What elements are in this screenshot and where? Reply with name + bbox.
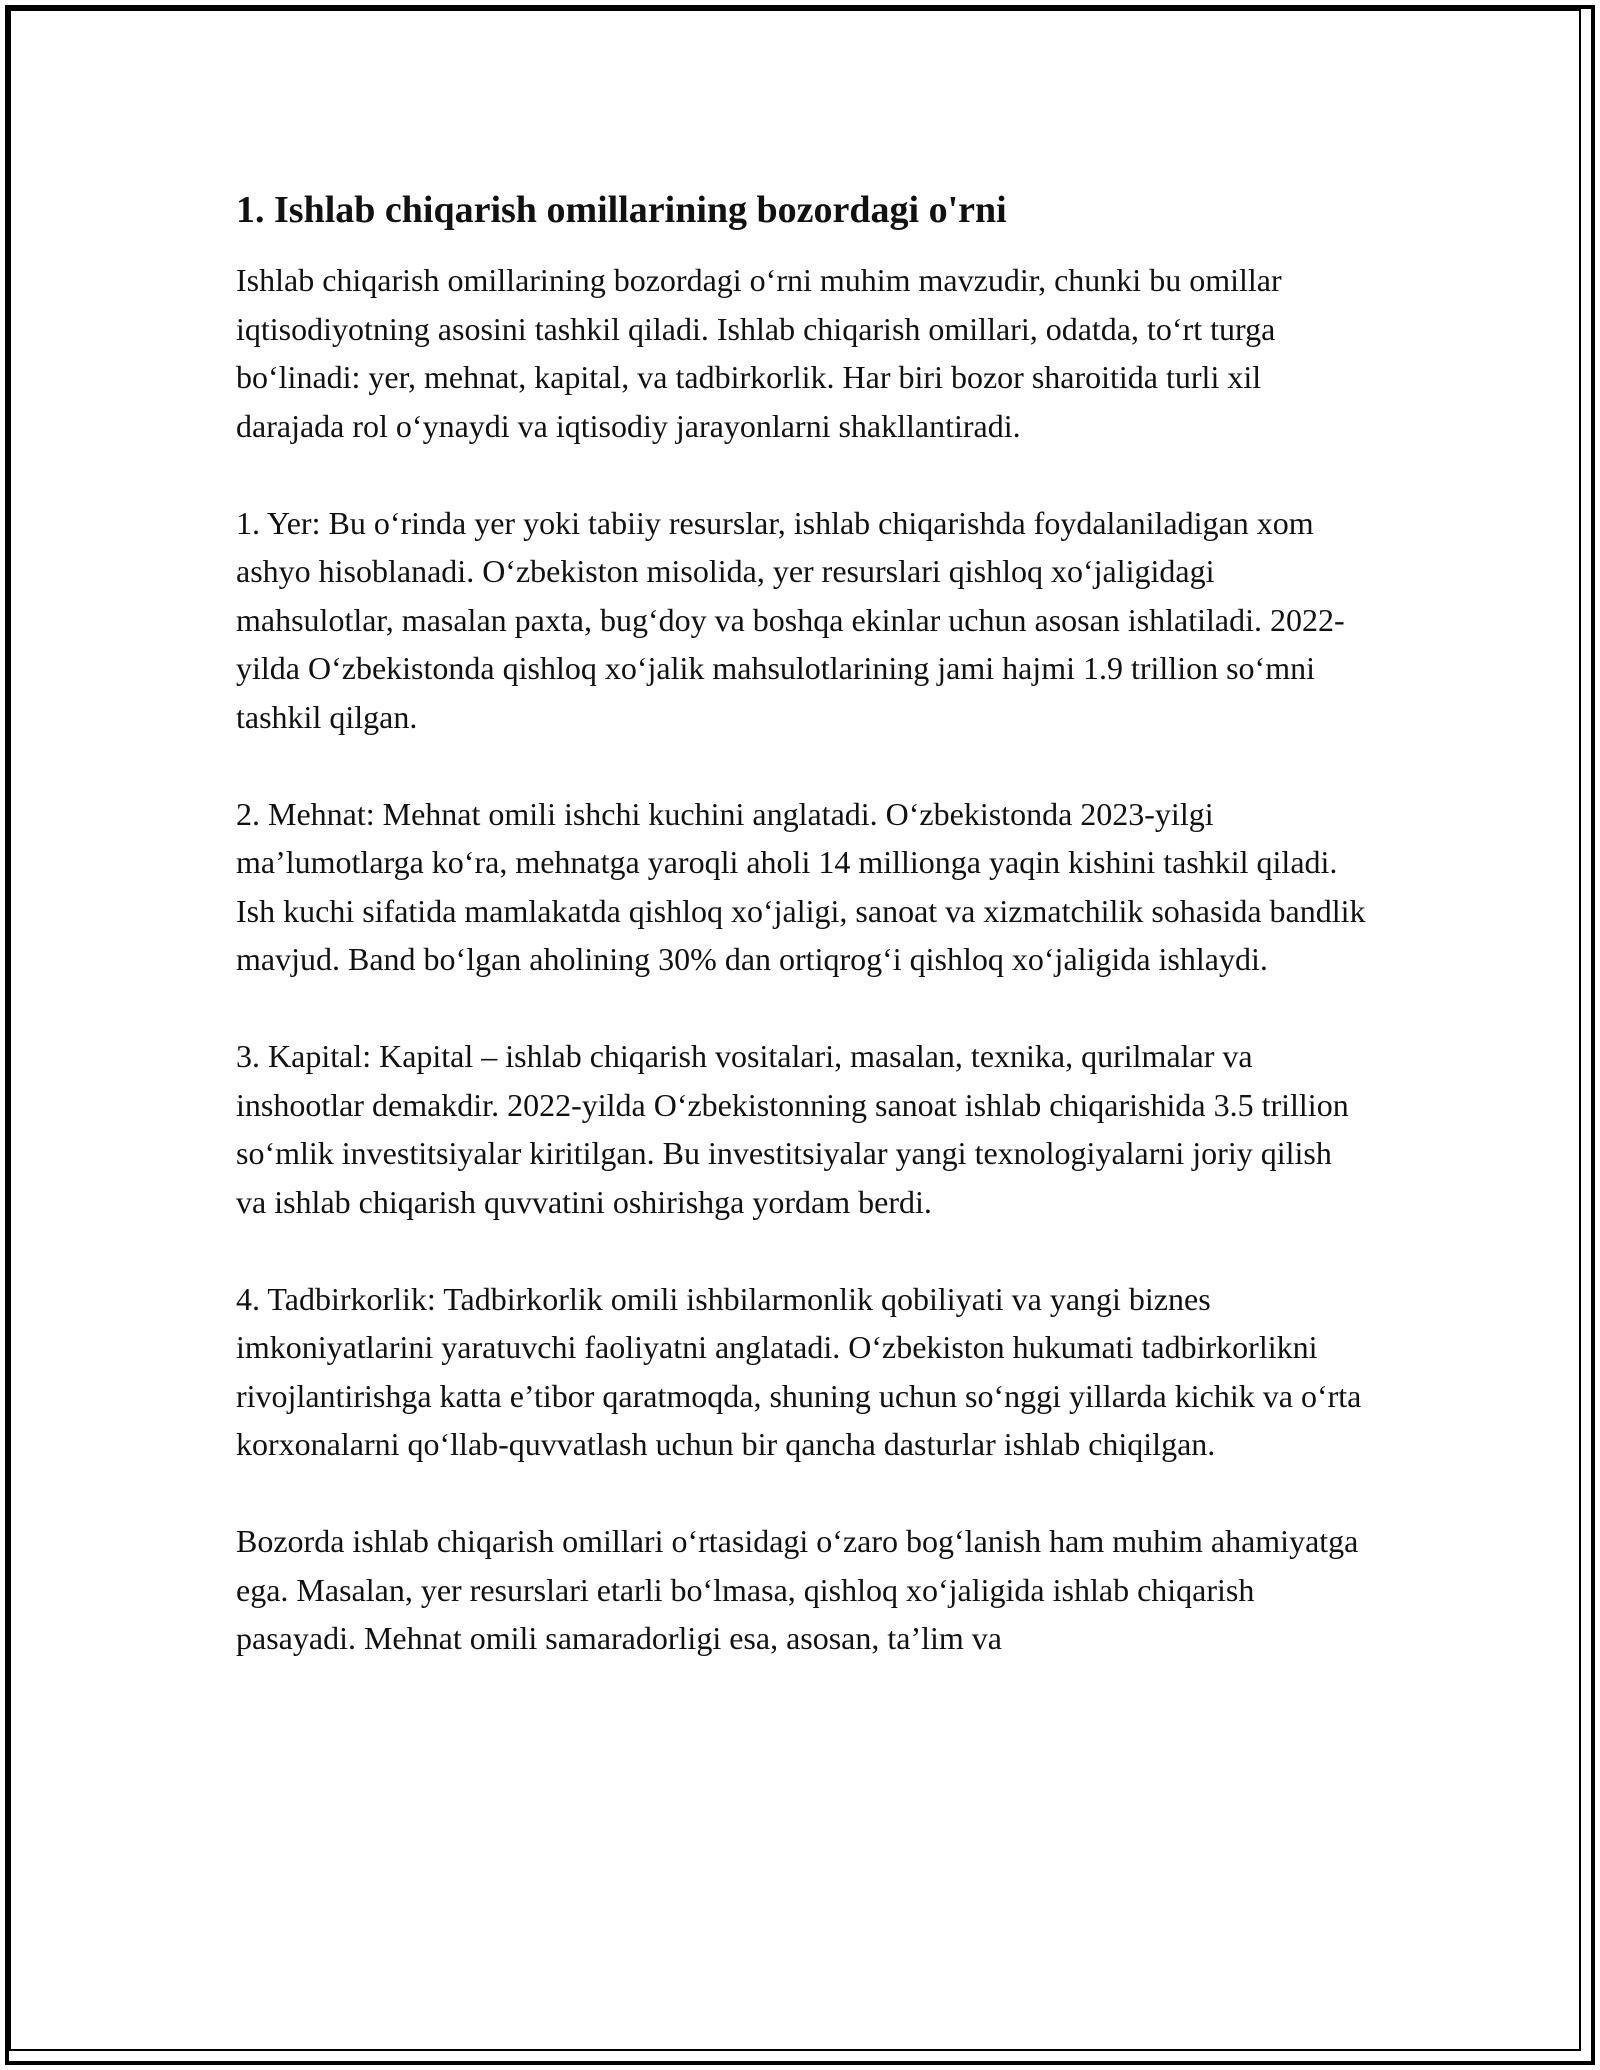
document-body bbox=[236, 186, 1366, 1663]
land-paragraph: 1. Yer: Bu o‘rinda yer yoki tabiiy resurslar, ishlab chiqarishda foydalaniladigan xom ashyo hisoblanadi. O‘zbekiston misolida, yer resurslari qishloq xo‘jaligidagi mahsulotlar, masalan paxta, bug‘doy va boshqa ekinlar uchun asosan ishlatiladi. 2022-yilda O‘zbekistonda qishloq xo‘jalik mahsulotlarining jami hajmi 1.9 trillion so‘mni tashkil qilgan. bbox=[236, 504, 1345, 735]
entrepreneurship-paragraph: 4. Tadbirkorlik: Tadbirkorlik omili ishbilarmonlik qobiliyati va yangi biznes imkoniyatlarini yaratuvchi faoliyatni anglatadi. O‘zbekiston hukumati tadbirkorlikni rivojlantirishga katta e’tibor qaratmoqda, shuning uchun so‘nggi yillarda kichik va o‘rta korxonalarni qo‘llab-quvvatlash uchun bir qancha dasturlar ishlab chiqilgan. bbox=[236, 1280, 1362, 1462]
document-title: 1. Ishlab chiqarish omillarining bozordagi o'rni bbox=[236, 189, 1007, 231]
interrelation-paragraph: Bozorda ishlab chiqarish omillari o‘rtasidagi o‘zaro bog‘lanish ham muhim ahamiyatga ega. Masalan, yer resurslari etarli bo‘lmasa, qishloq xo‘jaligida ishlab chiqarish pasayadi. Mehnat omili samaradorligi esa, asosan, ta’lim va bbox=[236, 1523, 1359, 1656]
labor-paragraph: 2. Mehnat: Mehnat omili ishchi kuchini anglatadi. O‘zbekistonda 2023-yilgi ma’lumotlarga ko‘ra, mehnatga yaroqli aholi 14 millionga yaqin kishini tashkil qiladi. Ish kuchi sifatida mamlakatda qishloq xo‘jaligi, sanoat va xizmatchilik sohasida bandlik mavjud. Band bo‘lgan aholining 30% dan ortiqrog‘i qishloq xo‘jaligida ishlaydi. bbox=[236, 795, 1366, 977]
intro-paragraph: Ishlab chiqarish omillarining bozordagi o‘rni muhim mavzudir, chunki bu omillar iqtisodiyotning asosini tashkil qiladi. Ishlab chiqarish omillari, odatda, to‘rt turga bo‘linadi: yer, mehnat, kapital, va tadbirkorlik. Har biri bozor sharoitida turli xil darajada rol o‘ynaydi va iqtisodiy jarayonlarni shakllantiradi. bbox=[236, 262, 1282, 444]
capital-paragraph: 3. Kapital: Kapital – ishlab chiqarish vositalari, masalan, texnika, qurilmalar va inshootlar demakdir. 2022-yilda O‘zbekistonning sanoat ishlab chiqarishida 3.5 trillion so‘mlik investitsiyalar kiritilgan. Bu investitsiyalar yangi texnologiyalarni joriy qilish va ishlab chiqarish quvvatini oshirishga yordam berdi. bbox=[236, 1038, 1349, 1220]
